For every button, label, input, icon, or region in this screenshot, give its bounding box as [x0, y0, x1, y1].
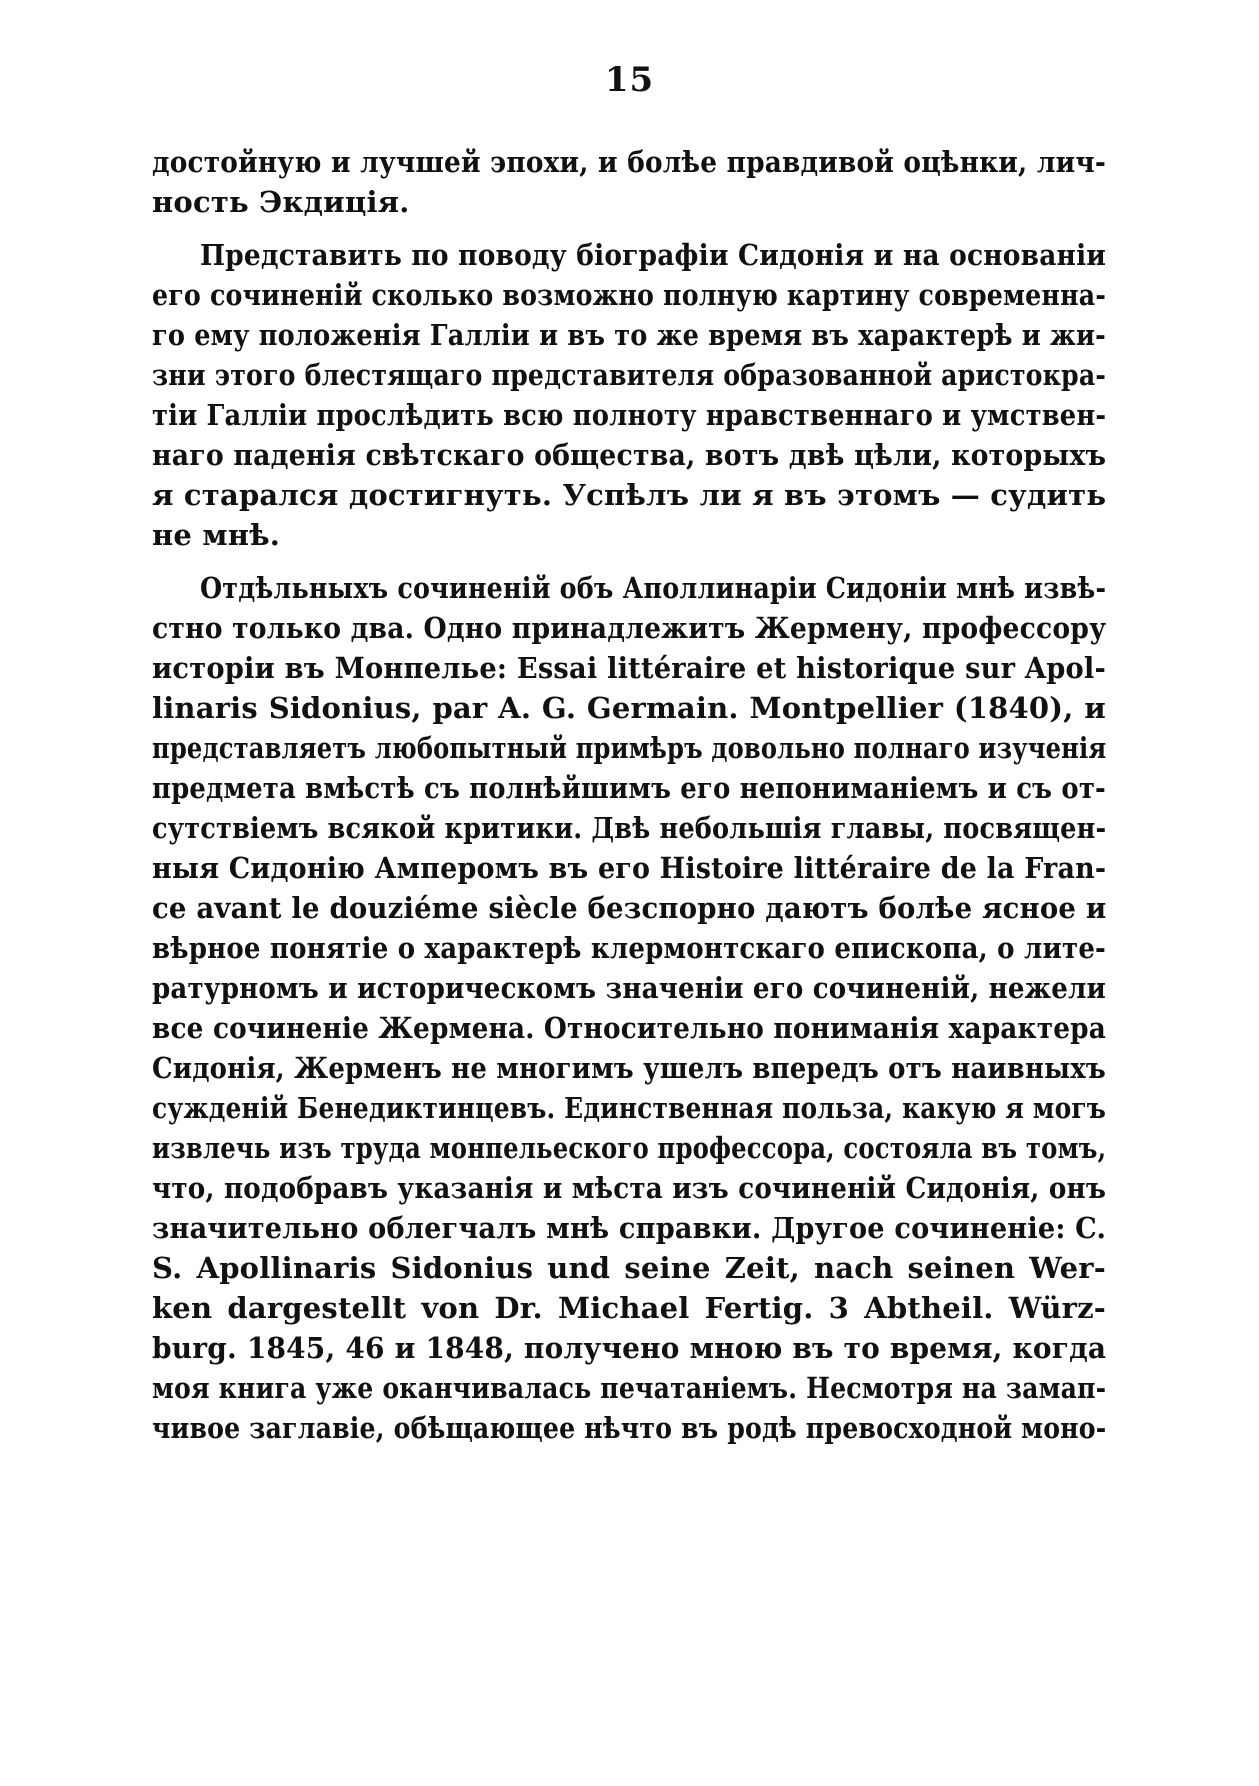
text-line: моя книга уже оканчивалась печатаніемъ. Несмотря на замап- [152, 1371, 1107, 1405]
page-number: 15 [604, 60, 655, 100]
text-line: burg. 1845, 46 и 1848, получено мною въ то время, когда [152, 1331, 1107, 1365]
text-line: ратурномъ и историческомъ значеніи его сочиненій, нежели [152, 971, 1107, 1005]
text-line: го ему положенія Галліи и въ то же время въ характерѣ и жи- [152, 318, 1106, 352]
text-line: я старался достигнуть. Успѣлъ ли я въ этомъ — судить [152, 478, 1107, 512]
text-line: предмета вмѣстѣ съ полнѣйшимъ его непониманіемъ и съ от- [152, 771, 1106, 805]
text-line: ce avant le douziéme siècle безспорно даютъ болѣе ясное и [152, 891, 1107, 925]
text-line: вѣрное понятіе о характерѣ клермонтскаго епископа, о лите- [152, 931, 1107, 965]
text-line: не мнѣ. [152, 518, 281, 552]
text-line: достойную и лучшей эпохи, и болѣе правдивой оцѣнки, лич- [152, 145, 1106, 179]
text-line: сужденій Бенедиктинцевъ. Единственная польза, какую я могъ [152, 1091, 1107, 1125]
text-line: linaris Sidonius, par A. G. Germain. Montpellier (1840), и [152, 691, 1106, 725]
text-line: стно только два. Одно принадлежитъ Жермену, профессору [152, 611, 1107, 645]
text-line: зни этого блестящаго представителя образованной аристокра- [152, 358, 1107, 392]
text-line: его сочиненій сколько возможно полную картину современна- [152, 278, 1107, 312]
text-line: ныя Сидонію Амперомъ въ его Histoire littéraire de la Fran- [152, 851, 1107, 885]
text-line: тіи Галліи прослѣдить всю полноту нравственнаго и умствен- [152, 398, 1107, 432]
text-line: что, подобравъ указанія и мѣста изъ сочиненій Сидонія, онъ [152, 1171, 1107, 1205]
text-line: Сидонія, Жерменъ не многимъ ушелъ впередъ отъ наивныхъ [152, 1051, 1107, 1085]
text-line: сутствіемъ всякой критики. Двѣ небольшія главы, посвящен- [152, 811, 1107, 845]
text-line: наго паденія свѣтскаго общества, вотъ двѣ цѣли, которыхъ [152, 438, 1107, 472]
text-line: исторіи въ Монпелье: Essai littéraire et historique sur Apol- [152, 651, 1106, 685]
text-line: извлечь изъ труда монпельеского профессора, состояла въ томъ, [152, 1131, 1107, 1165]
text-line: ken dargestellt von Dr. Michael Fertig. 3 Abtheil. Würz- [152, 1291, 1106, 1325]
text-line: Отдѣльныхъ сочиненій объ Аполлинаріи Сидоніи мнѣ извѣ- [200, 571, 1107, 605]
text-line: Представить по поводу біографіи Сидонія и на основаніи [200, 238, 1107, 272]
text-line: значительно облегчалъ мнѣ справки. Другое сочиненіе: C. [152, 1211, 1107, 1245]
text-line: S. Apollinaris Sidonius und seine Zeit, nach seinen Wer- [152, 1251, 1106, 1285]
text-line: все сочиненіе Жермена. Относительно пониманія характера [152, 1011, 1106, 1045]
text-line: ность Экдиція. [152, 185, 410, 219]
text-line: чивое заглавіе, обѣщающее нѣчто въ родѣ превосходной моно- [152, 1411, 1107, 1445]
text-line: представляетъ любопытный примѣръ довольно полнаго изученія [152, 731, 1107, 765]
